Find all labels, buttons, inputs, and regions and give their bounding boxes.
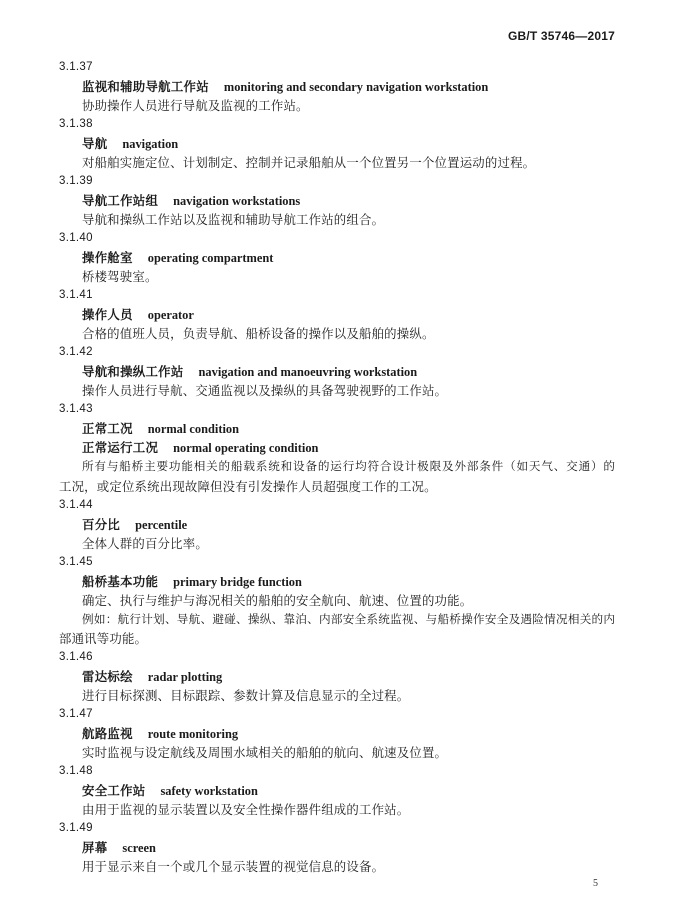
term-zh: 操作人员 xyxy=(82,307,133,323)
term-en: percentile xyxy=(135,517,188,532)
term-en: primary bridge function xyxy=(173,574,302,589)
clause-number: 3.1.38 xyxy=(59,117,93,130)
clause-number: 3.1.42 xyxy=(59,346,93,359)
term-heading xyxy=(0,362,679,381)
page-number: 5 xyxy=(593,878,598,889)
term-en: safety workstation xyxy=(160,784,258,799)
term-zh: 航路监视 xyxy=(82,726,133,742)
term-en: screen xyxy=(122,841,156,856)
clause-number: 3.1.49 xyxy=(59,822,93,835)
clause-number: 3.1.40 xyxy=(59,231,93,244)
term-entry xyxy=(0,343,679,400)
term-heading xyxy=(0,77,679,96)
definition-line: 确定、执行与维护与海况相关的船舶的安全航向、航速、位置的功能。 xyxy=(82,592,473,608)
clause-number: 3.1.43 xyxy=(59,403,93,416)
definition-line: 所有与船桥主要功能相关的船载系统和设备的运行均符合设计极限及外部条件（如天气、交通）的 xyxy=(82,459,615,474)
term-entry xyxy=(0,762,679,819)
term-en: monitoring and secondary navigation workstation xyxy=(223,79,489,94)
term-en: normal condition xyxy=(147,422,239,437)
term-zh: 导航和操纵工作站 xyxy=(82,364,184,380)
term-entry xyxy=(0,496,679,553)
term-entry xyxy=(0,172,679,229)
term-heading xyxy=(0,305,679,324)
example-line: 例如：航行计划、导航、避碰、操纵、靠泊、内部安全系统监视、与船桥操作安全及遇险情况相关的内 xyxy=(82,611,615,626)
term-en: navigation and manoeuvring workstation xyxy=(198,365,418,380)
term-entry xyxy=(0,553,679,648)
term-heading xyxy=(0,667,679,686)
term-en: navigation workstations xyxy=(173,193,301,208)
term-heading xyxy=(0,572,679,591)
clause-number: 3.1.48 xyxy=(59,765,93,778)
term-zh: 导航工作站组 xyxy=(82,192,159,208)
clause-number: 3.1.47 xyxy=(59,708,93,721)
term-heading-synonym xyxy=(0,438,679,457)
definition-line: 导航和操纵工作站以及监视和辅助导航工作站的组合。 xyxy=(82,211,385,227)
term-entry xyxy=(0,115,679,172)
term-en: navigation xyxy=(122,136,179,151)
clause-number: 3.1.44 xyxy=(59,498,93,511)
term-en: radar plotting xyxy=(147,670,223,684)
term-en: operator xyxy=(147,308,194,323)
term-heading xyxy=(0,134,679,153)
term-heading xyxy=(0,248,679,267)
term-zh: 正常运行工况 xyxy=(82,440,159,456)
definition-line: 工况，或定位系统出现故障但没有引发操作人员超强度工作的工况。 xyxy=(59,478,437,494)
definition-line: 用于显示来自一个或几个显示装置的视觉信息的设备。 xyxy=(82,859,385,875)
definition-line: 合格的值班人员，负责导航、船桥设备的操作以及船舶的操纵。 xyxy=(82,326,435,342)
term-zh: 正常工况 xyxy=(82,421,133,437)
term-heading xyxy=(0,191,679,210)
definition-line: 实时监视与设定航线及周围水域相关的船舶的航向、航速及位置。 xyxy=(82,745,448,761)
term-entry xyxy=(0,286,679,343)
term-zh: 安全工作站 xyxy=(82,783,146,799)
term-heading xyxy=(0,781,679,800)
term-heading xyxy=(0,724,679,743)
clause-number: 3.1.45 xyxy=(59,555,93,568)
standard-code: GB/T 35746—2017 xyxy=(507,29,615,43)
term-zh: 雷达标绘 xyxy=(82,669,133,684)
clause-number: 3.1.37 xyxy=(59,60,93,73)
term-zh: 船桥基本功能 xyxy=(82,573,159,589)
definition-line: 操作人员进行导航、交通监视以及操纵的具备驾驶视野的工作站。 xyxy=(82,383,448,399)
clause-number: 3.1.46 xyxy=(59,650,93,663)
term-en: normal operating condition xyxy=(173,441,319,456)
definition-line: 协助操作人员进行导航及监视的工作站。 xyxy=(82,97,309,113)
term-entry xyxy=(0,229,679,286)
term-entry xyxy=(0,58,679,115)
definition-line: 对船舶实施定位、计划制定、控制并记录船舶从一个位置另一个位置运动的过程。 xyxy=(82,154,536,170)
clause-number: 3.1.39 xyxy=(59,174,93,187)
term-zh: 监视和辅助导航工作站 xyxy=(82,78,209,94)
definition-line: 桥楼驾驶室。 xyxy=(82,269,158,285)
term-heading xyxy=(0,419,679,438)
definition-line: 由用于监视的显示装置以及安全性操作器件组成的工作站。 xyxy=(82,802,410,818)
definition-line: 进行目标探测、目标跟踪、参数计算及信息显示的全过程。 xyxy=(82,688,410,704)
term-en: route monitoring xyxy=(147,727,239,742)
definition-line: 全体人群的百分比率。 xyxy=(82,535,208,551)
term-heading xyxy=(0,838,679,857)
term-entry xyxy=(0,819,679,876)
term-zh: 导航 xyxy=(82,135,108,151)
term-zh: 百分比 xyxy=(82,516,121,532)
term-zh: 操作舱室 xyxy=(82,249,133,265)
term-zh: 屏幕 xyxy=(82,840,108,856)
term-heading xyxy=(0,515,679,534)
term-en: operating compartment xyxy=(147,250,274,265)
clause-number: 3.1.41 xyxy=(59,289,93,302)
term-definitions xyxy=(0,58,679,877)
term-entry xyxy=(0,648,679,705)
example-line: 部通讯等功能。 xyxy=(59,630,148,646)
term-entry xyxy=(0,705,679,762)
term-entry xyxy=(0,400,679,495)
